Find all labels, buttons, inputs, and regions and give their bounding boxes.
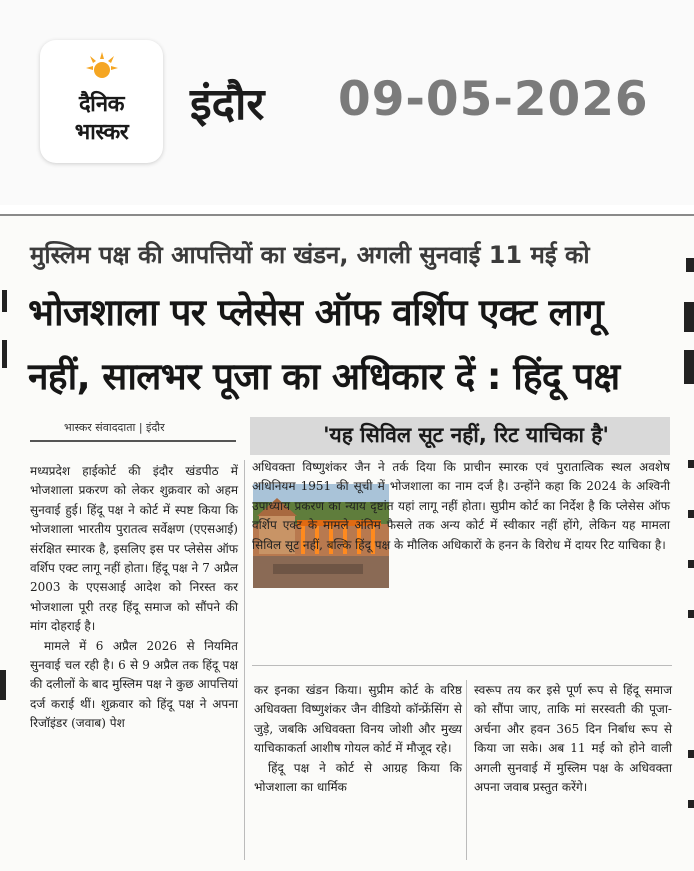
logo-word-dainik: दैनिक xyxy=(79,92,124,117)
byline-rule xyxy=(30,440,236,442)
headline-line-2: नहीं, सालभर पूजा का अधिकार दें : हिंदू पक्ष xyxy=(28,355,620,398)
article-column-3 xyxy=(474,681,672,797)
edition-date: 09-05-2026 xyxy=(338,72,649,127)
paragraph: कर इनका खंडन किया। सुप्रीम कोर्ट के वरिष्ठ अधिवक्ता विष्णुशंकर जैन वीडियो कॉन्फ्रेंसिंग से जुड़े, जबकि अधिवक्ता विनय जोशी और मुख्य याचिकाकर्ता आशीष गोयल कोर्ट में मौजूद रहे। xyxy=(254,683,462,756)
article-kicker: मुस्लिम पक्ष की आपत्तियों का खंडन, अगली सुनवाई 11 मई को xyxy=(30,241,590,269)
column-rule xyxy=(244,460,245,860)
dainik-bhaskar-logo[interactable] xyxy=(40,40,163,163)
subhead: 'यह सिविल सूट नहीं, रिट याचिका है' xyxy=(323,423,609,447)
article-column-1 xyxy=(30,462,238,734)
column-rule xyxy=(466,680,467,860)
paragraph: अधिवक्ता विष्णुशंकर जैन ने तर्क दिया कि प्राचीन स्मारक एवं पुरातात्विक स्थल अवशेष अधिनियम 1951 की सूची में भोजशाला का नाम दर्ज है। उन्होंने कहा कि 2024 के अश्विनी उपाध्याय प्रकरण का न्याय दृष्टांत यहां लागू नहीं होता। सुप्रीम कोर्ट का निर्देश है कि प्लेसेस ऑफ वर्शिप एक्ट के मामले अंतिम फैसले तक अन्य कोर्ट में स्वीकार नहीं होंगे, लेकिन यह मामला सिविल सूट नहीं, बल्कि हिंदू पक्ष के मौलिक अधिकारों के हनन के विरोध में दायर रिट याचिका है। xyxy=(252,460,670,552)
paragraph: हिंदू पक्ष ने कोर्ट से आग्रह किया कि भोजशाला का धार्मिक xyxy=(254,760,462,795)
logo-word-bhaskar: भास्कर xyxy=(74,120,129,145)
article-column-2 xyxy=(254,681,462,797)
edition-city: इंदौर xyxy=(190,79,265,130)
headline-line-1: भोजशाला पर प्लेसेस ऑफ वर्शिप एक्ट लागू xyxy=(28,291,603,334)
sun-icon xyxy=(85,51,119,85)
adjacent-column-right xyxy=(678,230,694,870)
adjacent-column-left xyxy=(0,230,10,870)
byline: भास्कर संवाददाता | इंदौर xyxy=(64,421,165,434)
paragraph: स्वरूप तय कर इसे पूर्ण रूप से हिंदू समाज को सौंपा जाए, ताकि मां सरस्वती की पूजा-अर्चना और हवन 365 दिन निर्बाध रूप से किया जा सके। अब 11 मई को होने वाली अगली सुनवाई में मुस्लिम पक्ष के अधिवक्ता अपना जवाब प्रस्तुत करेंगे। xyxy=(474,683,672,795)
section-rule xyxy=(252,665,672,666)
article-column-2-top xyxy=(252,458,670,555)
paragraph: मध्यप्रदेश हाईकोर्ट की इंदौर खंडपीठ में भोजशाला प्रकरण को लेकर शुक्रवार को अहम सुनवाई हुई। हिंदू पक्ष ने कोर्ट में स्पष्ट किया कि भोजशाला भारतीय पुरातत्व सर्वेक्षण (एएसआई) संरक्षित स्मारक है, इसलिए इस पर प्लेसेस ऑफ वर्शिप एक्ट लागू नहीं होता। हिंदू पक्ष ने 7 अप्रैल 2003 के एएसआई आदेश को निरस्त कर भोजशाला पूरी तरह हिंदू समाज को सौंपने की मांग दोहराई है। xyxy=(30,464,238,634)
paragraph: मामले में 6 अप्रैल 2026 से नियमित सुनवाई चल रही है। 6 से 9 अप्रैल तक हिंदू पक्ष की दलीलों के बाद मुस्लिम पक्ष ने कुछ आपत्तियां दर्ज कराई थीं। शुक्रवार को हिंदू पक्ष ने अपना रिजॉइंडर (जवाब) पेश xyxy=(30,638,238,731)
